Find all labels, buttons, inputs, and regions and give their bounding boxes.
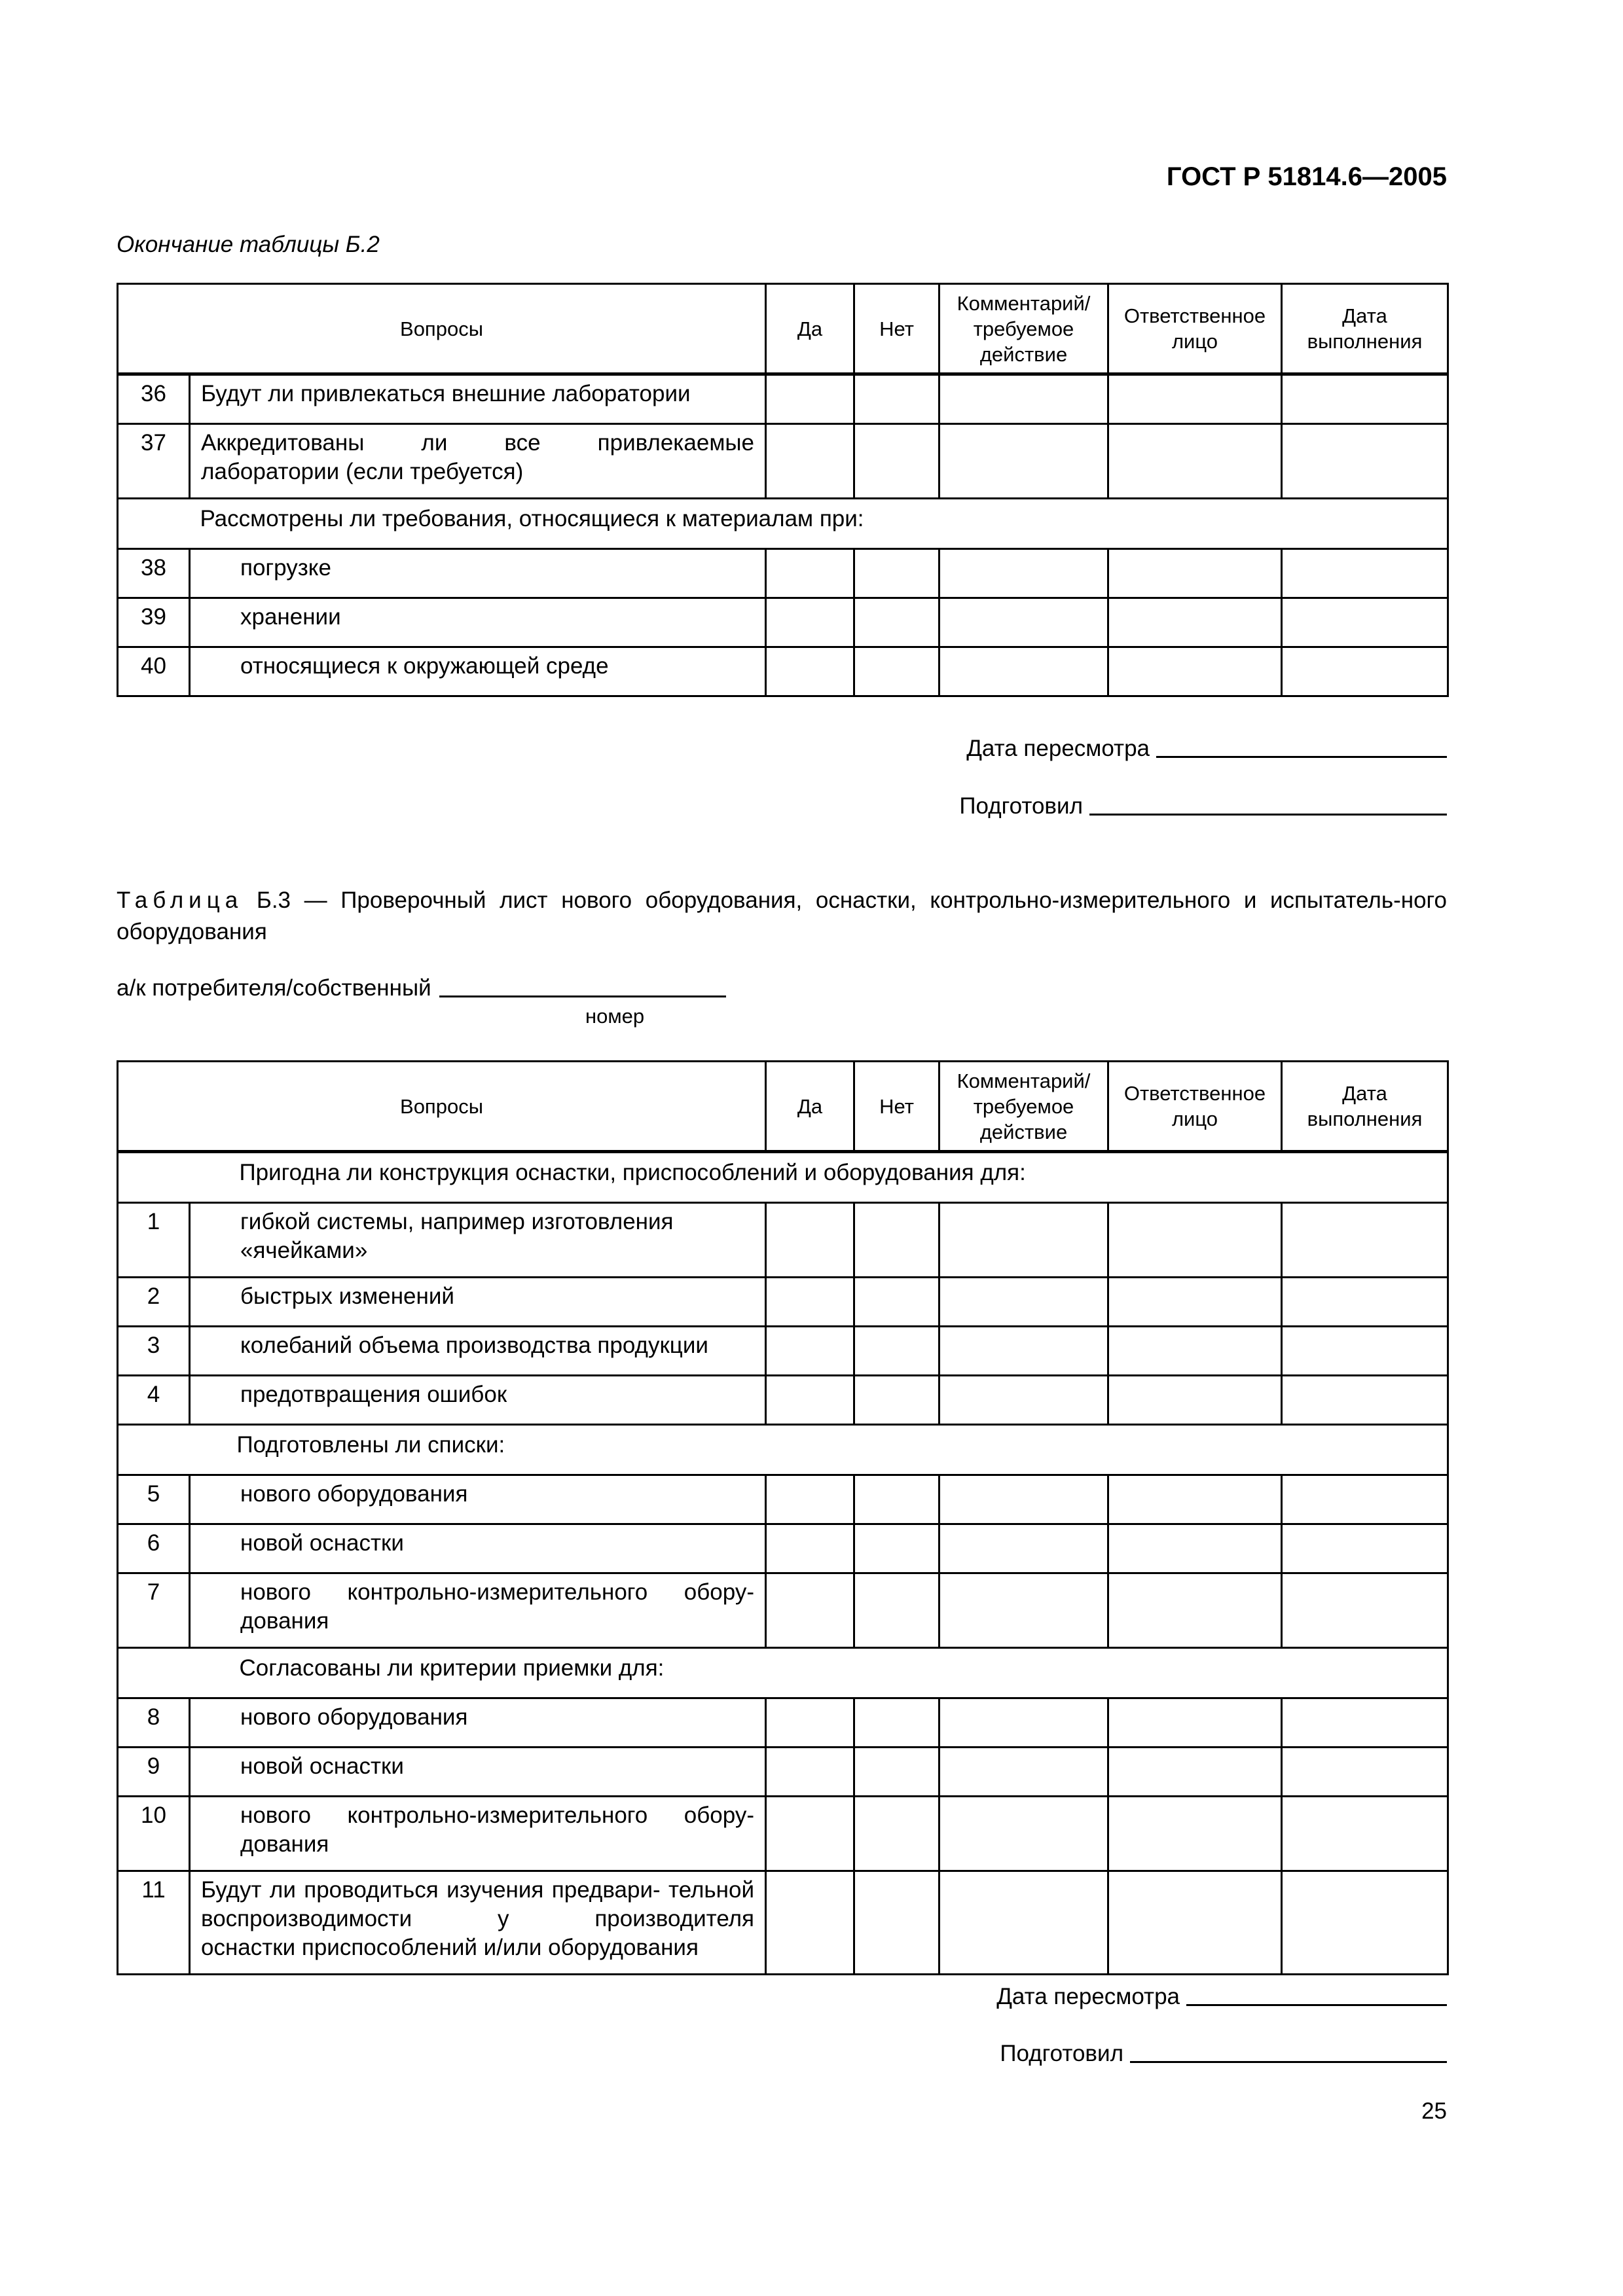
responsible-cell[interactable] — [1108, 374, 1282, 424]
responsible-cell[interactable] — [1108, 1698, 1282, 1748]
yes-cell[interactable] — [766, 1797, 854, 1871]
comment-cell[interactable] — [939, 1698, 1108, 1748]
date-cell[interactable] — [1282, 1871, 1448, 1975]
review-date-line[interactable] — [1186, 2003, 1447, 2006]
table-row — [118, 598, 1448, 647]
table-header-row — [118, 1062, 1448, 1152]
question-text: колебаний объема производства продукции — [190, 1327, 766, 1376]
comment-cell[interactable] — [939, 1327, 1108, 1376]
responsible-cell[interactable] — [1108, 1203, 1282, 1278]
table-row — [118, 1203, 1448, 1278]
no-cell[interactable] — [854, 1203, 939, 1278]
date-cell[interactable] — [1282, 374, 1448, 424]
comment-cell[interactable] — [939, 1573, 1108, 1648]
section-row — [118, 1425, 1448, 1475]
no-cell[interactable] — [854, 1573, 939, 1648]
no-cell[interactable] — [854, 1278, 939, 1327]
table-row — [118, 424, 1448, 499]
prepared-by-line[interactable] — [1089, 813, 1447, 816]
responsible-cell[interactable] — [1108, 1327, 1282, 1376]
question-text-line: дования — [240, 1608, 329, 1634]
comment-cell[interactable] — [939, 1748, 1108, 1797]
responsible-cell[interactable] — [1108, 1475, 1282, 1524]
table-row — [118, 1871, 1448, 1975]
table-row — [118, 1524, 1448, 1573]
review-date-field — [996, 1984, 1447, 2010]
caption-text: Б.3 — Проверочный лист нового оборудования, оснастки, контрольно-измерительного и испытатель-ного оборудования — [117, 888, 1447, 944]
responsible-cell[interactable] — [1108, 1871, 1282, 1975]
empty-number-cell — [118, 1425, 190, 1475]
question-text: относящиеся к окружающей среде — [190, 647, 766, 696]
caption-prefix: Таблица — [117, 888, 244, 913]
comment-cell[interactable] — [939, 1475, 1108, 1524]
no-cell[interactable] — [854, 1797, 939, 1871]
yes-cell[interactable] — [766, 424, 854, 499]
question-text: Будут ли привлекаться внешние лаборатории — [190, 374, 766, 424]
question-text: новой оснастки — [190, 1748, 766, 1797]
owner-number-line[interactable] — [439, 996, 726, 997]
no-cell[interactable] — [854, 598, 939, 647]
comment-cell[interactable] — [939, 374, 1108, 424]
question-text: хранении — [190, 598, 766, 647]
empty-number-cell — [118, 1648, 190, 1698]
date-cell[interactable] — [1282, 1573, 1448, 1648]
column-header-comment: Комментарий/ требуемое действие — [939, 1062, 1108, 1152]
question-text: предотвращения ошибок — [190, 1376, 766, 1425]
question-text-line: лаборатории (если требуется) — [201, 459, 524, 484]
table-row — [118, 1573, 1448, 1648]
responsible-cell[interactable] — [1108, 1573, 1282, 1648]
empty-number-cell — [118, 1152, 190, 1203]
row-number: 40 — [118, 647, 190, 696]
column-header-date: Дата выполнения — [1282, 1062, 1448, 1152]
comment-cell[interactable] — [939, 424, 1108, 499]
review-date-label: Дата пересмотра — [966, 736, 1150, 761]
question-text: быстрых изменений — [190, 1278, 766, 1327]
column-header-no: Нет — [854, 284, 939, 374]
row-number: 38 — [118, 549, 190, 598]
question-text — [190, 1797, 766, 1871]
no-cell[interactable] — [854, 1748, 939, 1797]
table-row — [118, 1327, 1448, 1376]
question-text-line: нового контрольно-измерительного обору- — [240, 1803, 754, 1828]
comment-cell[interactable] — [939, 1871, 1108, 1975]
responsible-cell[interactable] — [1108, 598, 1282, 647]
section-title: Согласованы ли критерии приемки для: — [190, 1648, 1448, 1698]
table-header-row — [118, 284, 1448, 374]
section-row — [118, 1152, 1448, 1203]
yes-cell[interactable] — [766, 549, 854, 598]
table-row — [118, 1698, 1448, 1748]
question-text: нового оборудования — [190, 1475, 766, 1524]
responsible-cell[interactable] — [1108, 424, 1282, 499]
date-cell[interactable] — [1282, 598, 1448, 647]
no-cell[interactable] — [854, 1871, 939, 1975]
no-cell[interactable] — [854, 374, 939, 424]
no-cell[interactable] — [854, 1327, 939, 1376]
question-text — [190, 424, 766, 499]
responsible-cell[interactable] — [1108, 647, 1282, 696]
responsible-cell[interactable] — [1108, 1748, 1282, 1797]
review-date-label: Дата пересмотра — [996, 1984, 1180, 2009]
empty-number-cell — [118, 499, 190, 549]
comment-cell[interactable] — [939, 1797, 1108, 1871]
responsible-cell[interactable] — [1108, 1376, 1282, 1425]
question-text-line: Будут ли проводиться изучения предвари- тельной воспроизводимости у производителя — [201, 1877, 754, 1931]
table-b2 — [117, 283, 1449, 697]
prepared-by-field — [1000, 2041, 1447, 2067]
no-cell[interactable] — [854, 549, 939, 598]
date-cell[interactable] — [1282, 1797, 1448, 1871]
no-cell[interactable] — [854, 1376, 939, 1425]
date-cell[interactable] — [1282, 424, 1448, 499]
section-title: Рассмотрены ли требования, относящиеся к материалам при: — [190, 499, 1448, 549]
question-text: нового оборудования — [190, 1698, 766, 1748]
comment-cell[interactable] — [939, 549, 1108, 598]
column-header-questions: Вопросы — [118, 284, 766, 374]
row-number: 7 — [118, 1573, 190, 1648]
yes-cell[interactable] — [766, 1376, 854, 1425]
row-number: 6 — [118, 1524, 190, 1573]
date-cell[interactable] — [1282, 549, 1448, 598]
question-text-line: нового контрольно-измерительного обору- — [240, 1579, 754, 1605]
row-number: 5 — [118, 1475, 190, 1524]
column-header-no: Нет — [854, 1062, 939, 1152]
yes-cell[interactable] — [766, 1698, 854, 1748]
table-row — [118, 647, 1448, 696]
date-cell[interactable] — [1282, 647, 1448, 696]
owner-field — [117, 975, 726, 1001]
row-number: 3 — [118, 1327, 190, 1376]
section-row — [118, 1648, 1448, 1698]
row-number: 36 — [118, 374, 190, 424]
standard-number: ГОСТ Р 51814.6—2005 — [1166, 162, 1447, 191]
date-cell[interactable] — [1282, 1698, 1448, 1748]
column-header-responsible: Ответственное лицо — [1108, 284, 1282, 374]
date-cell[interactable] — [1282, 1327, 1448, 1376]
table-b3-caption — [117, 885, 1447, 948]
date-cell[interactable] — [1282, 1748, 1448, 1797]
date-cell[interactable] — [1282, 1524, 1448, 1573]
number-caption: номер — [585, 1005, 645, 1028]
responsible-cell[interactable] — [1108, 1524, 1282, 1573]
no-cell[interactable] — [854, 1475, 939, 1524]
table-row — [118, 1748, 1448, 1797]
question-text — [190, 1871, 766, 1975]
no-cell[interactable] — [854, 1524, 939, 1573]
question-text-line: дования — [240, 1831, 329, 1857]
yes-cell[interactable] — [766, 1475, 854, 1524]
prepared-by-line[interactable] — [1130, 2060, 1447, 2063]
row-number: 37 — [118, 424, 190, 499]
table-row — [118, 1475, 1448, 1524]
row-number: 11 — [118, 1871, 190, 1975]
date-cell[interactable] — [1282, 1203, 1448, 1278]
review-date-line[interactable] — [1156, 755, 1447, 758]
yes-cell[interactable] — [766, 374, 854, 424]
date-cell[interactable] — [1282, 1278, 1448, 1327]
yes-cell[interactable] — [766, 1748, 854, 1797]
no-cell[interactable] — [854, 424, 939, 499]
comment-cell[interactable] — [939, 1376, 1108, 1425]
section-title: Подготовлены ли списки: — [190, 1425, 1448, 1475]
question-text: гибкой системы, например изготовления «ячейками» — [190, 1203, 766, 1278]
column-header-yes: Да — [766, 1062, 854, 1152]
review-date-field — [966, 736, 1447, 762]
comment-cell[interactable] — [939, 1278, 1108, 1327]
question-text — [190, 1573, 766, 1648]
yes-cell[interactable] — [766, 1573, 854, 1648]
table-row — [118, 374, 1448, 424]
table-row — [118, 1376, 1448, 1425]
section-row — [118, 499, 1448, 549]
yes-cell[interactable] — [766, 1203, 854, 1278]
table-row — [118, 1797, 1448, 1871]
row-number: 9 — [118, 1748, 190, 1797]
row-number: 8 — [118, 1698, 190, 1748]
responsible-cell[interactable] — [1108, 1797, 1282, 1871]
comment-cell[interactable] — [939, 598, 1108, 647]
row-number: 10 — [118, 1797, 190, 1871]
comment-cell[interactable] — [939, 1203, 1108, 1278]
date-cell[interactable] — [1282, 1475, 1448, 1524]
column-header-yes: Да — [766, 284, 854, 374]
row-number: 2 — [118, 1278, 190, 1327]
table-continuation-label: Окончание таблицы Б.2 — [117, 232, 380, 257]
yes-cell[interactable] — [766, 1327, 854, 1376]
column-header-responsible: Ответственное лицо — [1108, 1062, 1282, 1152]
yes-cell[interactable] — [766, 647, 854, 696]
table-row — [118, 549, 1448, 598]
owner-label: а/к потребителя/собственный — [117, 975, 431, 1001]
row-number: 4 — [118, 1376, 190, 1425]
question-text-line: Аккредитованы ли все привлекаемые — [201, 430, 754, 456]
section-title: Пригодна ли конструкция оснастки, приспособлений и оборудования для: — [190, 1152, 1448, 1203]
date-cell[interactable] — [1282, 1376, 1448, 1425]
no-cell[interactable] — [854, 647, 939, 696]
responsible-cell[interactable] — [1108, 549, 1282, 598]
no-cell[interactable] — [854, 1698, 939, 1748]
yes-cell[interactable] — [766, 1871, 854, 1975]
question-text: новой оснастки — [190, 1524, 766, 1573]
page-number: 25 — [1421, 2098, 1447, 2124]
table-row — [118, 1278, 1448, 1327]
yes-cell[interactable] — [766, 598, 854, 647]
table-b3 — [117, 1060, 1449, 1975]
column-header-questions: Вопросы — [118, 1062, 766, 1152]
comment-cell[interactable] — [939, 647, 1108, 696]
row-number: 39 — [118, 598, 190, 647]
prepared-by-field — [959, 793, 1447, 819]
comment-cell[interactable] — [939, 1524, 1108, 1573]
row-number: 1 — [118, 1203, 190, 1278]
question-text: погрузке — [190, 549, 766, 598]
prepared-by-label: Подготовил — [959, 793, 1083, 819]
question-text-line: оснастки приспособлений и/или оборудования — [201, 1935, 699, 1960]
column-header-comment: Комментарий/ требуемое действие — [939, 284, 1108, 374]
column-header-date: Дата выполнения — [1282, 284, 1448, 374]
responsible-cell[interactable] — [1108, 1278, 1282, 1327]
yes-cell[interactable] — [766, 1524, 854, 1573]
prepared-by-label: Подготовил — [1000, 2041, 1123, 2066]
yes-cell[interactable] — [766, 1278, 854, 1327]
